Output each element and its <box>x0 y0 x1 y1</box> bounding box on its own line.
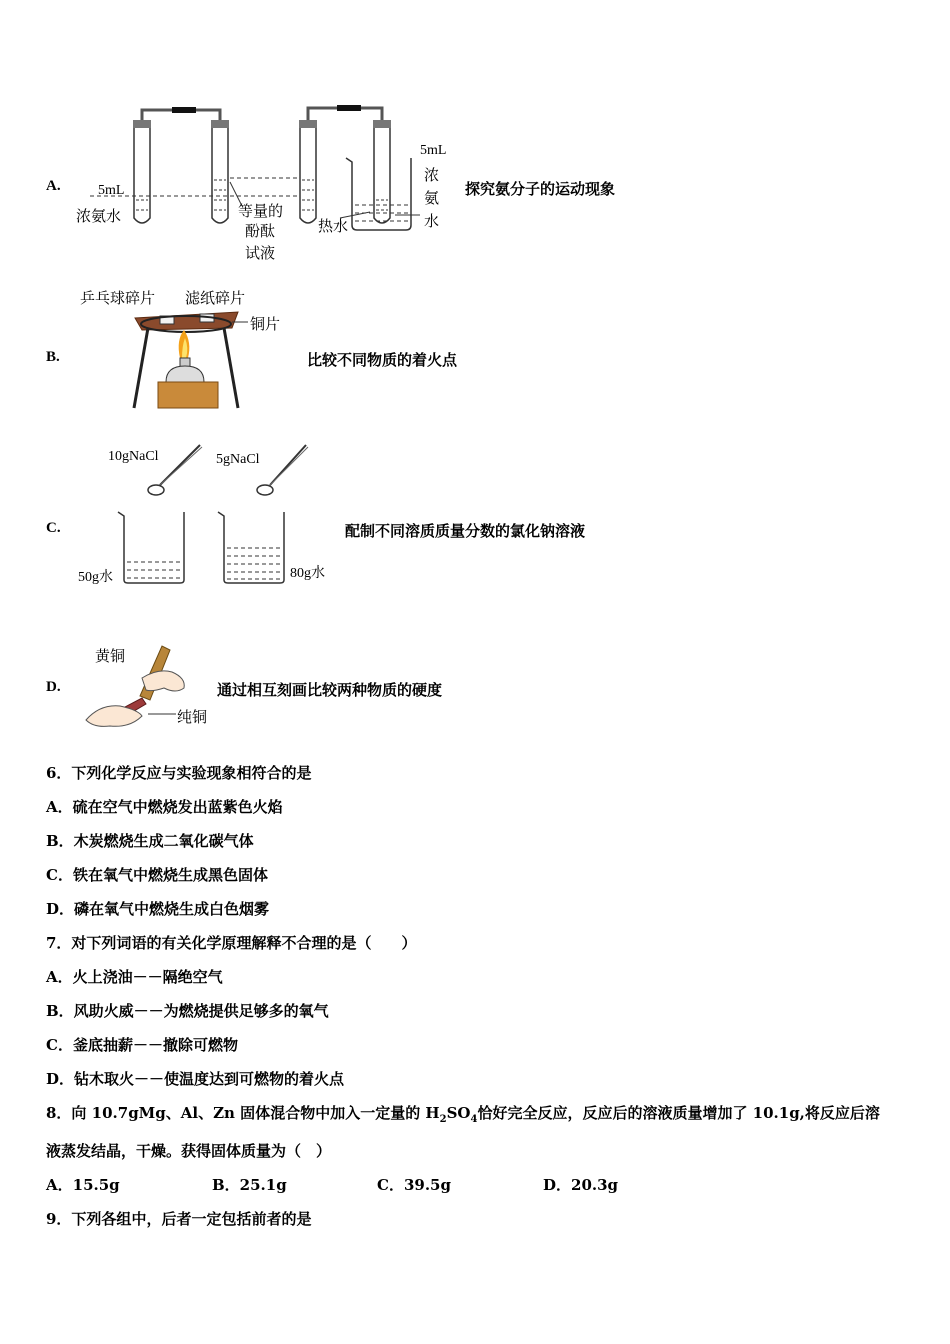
label-10g-nacl: 10gNaCl <box>108 449 159 464</box>
q8-stem-line2: 液蒸发结晶，干燥。获得固体质量为（ ） <box>46 1142 332 1160</box>
option-b-caption: 比较不同物质的着火点 <box>307 351 458 369</box>
q7-option-c: C．釜底抽薪－－撤除可燃物 <box>46 1036 238 1054</box>
label-ammonia-left: 浓氨水 <box>76 207 122 225</box>
q6-option-c: C．铁在氧气中燃烧生成黑色固体 <box>46 866 268 884</box>
q6-stem: 6．下列化学反应与实验现象相符合的是 <box>46 764 312 782</box>
option-d-letter: D. <box>46 679 61 695</box>
label-hot-water: 热水 <box>318 217 349 235</box>
q7-option-a: A．火上浇油－－隔绝空气 <box>46 968 223 986</box>
option-b-letter: B. <box>46 349 60 365</box>
label-5ml-right: 5mL <box>420 143 447 158</box>
q6-option-d: D．磷在氧气中燃烧生成白色烟雾 <box>46 900 270 918</box>
label-50g-water: 50g水 <box>78 570 113 585</box>
q8-option-a: A．15.5g <box>46 1176 120 1194</box>
label-copper-sheet: 铜片 <box>250 315 281 333</box>
label-equal-amount: 等量的 <box>238 202 284 220</box>
q9-stem: 9．下列各组中，后者一定包括前者的是 <box>46 1210 312 1228</box>
label-water-char: 水 <box>424 212 440 230</box>
q6-option-a: A．硫在空气中燃烧发出蓝紫色火焰 <box>46 798 283 816</box>
label-brass: 黄铜 <box>95 647 126 665</box>
label-5g-nacl: 5gNaCl <box>216 452 260 467</box>
q8-option-d: D．20.3g <box>543 1176 619 1194</box>
option-d-caption: 通过相互刻画比较两种物质的硬度 <box>217 681 443 699</box>
q7-option-b: B．风助火威－－为燃烧提供足够多的氧气 <box>46 1002 329 1020</box>
ignition-point-apparatus <box>120 300 260 412</box>
q7-stem: 7．对下列词语的有关化学原理解释不合理的是（ ） <box>46 934 417 952</box>
label-ammonia-char: 氨 <box>424 189 440 207</box>
label-pingpong-pieces: 乒乓球碎片 <box>80 289 156 307</box>
label-5ml-left: 5mL <box>98 183 125 198</box>
label-conc: 浓 <box>424 166 440 184</box>
label-80g-water: 80g水 <box>290 566 325 581</box>
label-pure-copper: 纯铜 <box>177 708 208 726</box>
q8-option-b: B．25.1g <box>212 1176 287 1194</box>
option-a-caption: 探究氨分子的运动现象 <box>465 180 616 198</box>
label-phenolphthalein: 酚酞 <box>245 222 276 240</box>
option-a-letter: A. <box>46 178 61 194</box>
q8-option-c: C．39.5g <box>377 1176 451 1194</box>
q6-option-b: B．木炭燃烧生成二氧化碳气体 <box>46 832 254 850</box>
label-filter-paper-pieces: 滤纸碎片 <box>185 289 246 307</box>
label-test-solution: 试液 <box>245 244 276 262</box>
option-c-letter: C. <box>46 520 61 536</box>
q8-stem-line1: 8．向 10.7gMg、Al、Zn 固体混合物中加入一定量的 $H_2SO_4$恰好完全反应，反应后的溶液质量增加了 10.1g,将反应后溶 <box>46 1104 880 1125</box>
q7-option-d: D．钻木取火－－使温度达到可燃物的着火点 <box>46 1070 345 1088</box>
option-c-caption: 配制不同溶质质量分数的氯化钠溶液 <box>345 522 586 540</box>
